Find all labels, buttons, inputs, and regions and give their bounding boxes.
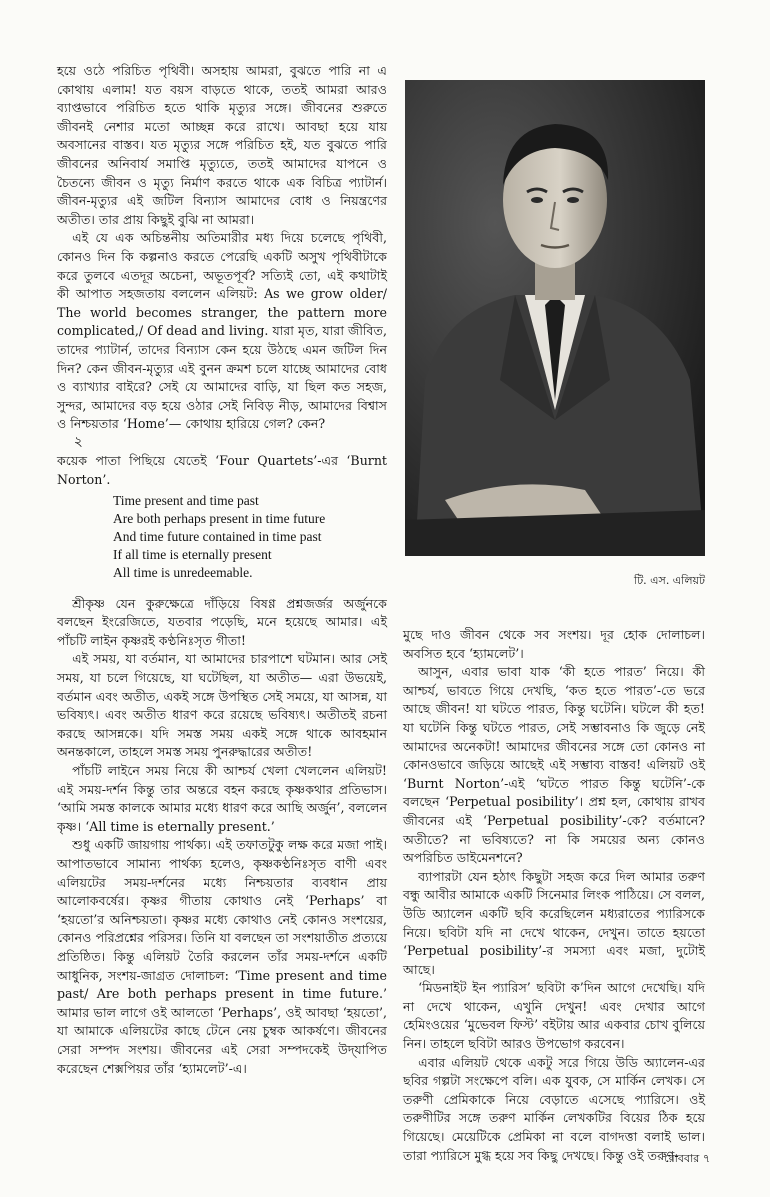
paragraph: শুধু একটি জায়গায় পার্থক্য। এই তফাতটুকু লক্ষ করে মজা পাই। আপাতভাবে সামান্য পার্থক্য হলেও, কৃষ্ণকণ্ঠনিঃসৃত বাণী এবং এলিয়টের সময়-দর্শনের মধ্যে নিশ্চয়তার ব্যবধান প্রায় আলোকবর্ষের। কৃষ্ণর গীতায় কোথাও নেই ‘Perhaps’ বা ‘হয়তো’র অনিশ্চয়তা। কৃষ্ণর মধ্যে কোথাও নেই কোনও সংশয়ের, কোনও পরিপ্রশ্নের পরিসর। তিনি যা বলছেন তা সংশয়াতীত প্রত্যয়ে প্রতিষ্ঠিত। কিন্তু এলিয়ট তৈরি করলেন তাঁর সময়-দর্শনে একটি আধুনিক, সংশয়-জাগ্রত দোলাচল: ‘Time present and time past/ Are both perhaps present in time future.’ আমার ভাল লাগে ওই আলতো ‘Perhaps’, ওই আবছা ‘হয়তো’, যা আমাকে এলিয়টের কাছে টেনে নেয় চুম্বক আকর্ষণে। জীবনের সেরা সম্পদ সংশয়। জীবনের এই সেরা সম্পদকেই উদ্‌যাপিত করেছেন শেক্সপিয়র তাঁর ‘হ্যামলেট’-এ। xyxy=(57,837,387,1076)
paragraph: কয়েক পাতা পিছিয়ে যেতেই ‘Four Quartets’-এর ‘Burnt Norton’. xyxy=(57,453,387,488)
poem-line: All time is unredeemable. xyxy=(113,565,253,581)
poem-line: If all time is eternally present xyxy=(113,547,272,563)
article-column-left xyxy=(57,62,387,1078)
poem-line: Are both perhaps present in time future xyxy=(113,510,326,526)
paragraph: এবার এলিয়ট থেকে একটু সরে গিয়ে উডি অ্যালেন-এর ছবির গল্পটা সংক্ষেপে বলি। এক যুবক, সে মার্কিন লেখক। সে তরুণী প্রেমিকাকে নিয়ে বেড়াতে এসেছে প্যারিসে। ওই তরুণীটির সঙ্গে তরুণ মার্কিন লেখকটির বিয়ের ঠিক হয়ে গিয়েছে। মেয়েটিকে প্রেমিকা না বলে বাগদত্তা বলাই ভাল। তারা প্যারিসে মুগ্ধ হয়ে সব কিছু দেখছে। কিন্তু ওই তরুণ- xyxy=(403,1054,705,1163)
paragraph: শ্রীকৃষ্ণ যেন কুরুক্ষেত্রে দাঁড়িয়ে বিষণ্ণ প্রশ্নজর্জর অর্জুনকে বলছেন ইংরেজিতে, যতবার পড়েছি, মনে হয়েছে আমার। এই পাঁচটি লাইন কৃষ্ণরই কণ্ঠনিঃসৃত গীতা! xyxy=(57,595,387,648)
page-folio: রোববার ৭ xyxy=(664,1152,710,1165)
article-column-right xyxy=(403,626,705,1165)
portrait-illustration xyxy=(405,80,705,556)
paragraph: এই সময়, যা বর্তমান, যা আমাদের চারপাশে ঘটমান। আর সেই সময়, যা চলে গিয়েছে, যা ঘটেছিল, যা অতীত— এরা উভয়েই, বর্তমান এবং অতীত, একই সঙ্গে উপস্থিত সেই সময়ে, যা আসন্ন, যা ভবিষ্যৎ। এবং অতীত ধারণ করে রয়েছে ভবিষ্যৎ। অতীতই রচনা করছে আসন্নকে। যদি সমস্ত সময় একই সঙ্গে থাকে আবহমান অনন্তকালে, তাহলে সমস্ত সময় পুনরুদ্ধারের অতীত! xyxy=(57,651,387,760)
photo-caption: টি. এস. এলিয়ট xyxy=(634,574,705,587)
paragraph: হয়ে ওঠে পরিচিত পৃথিবী। অসহায় আমরা, বুঝতে পারি না এ কোথায় এলাম! যত বয়স বাড়তে থাকে, ততই আমরা আরও ব্যাপ্তভাবে পরিচিত হতে থাকি মৃত্যুর সঙ্গে। জীবনের শুরুতে জীবনই নেশার মতো আচ্ছন্ন করে রাখে। আবছা হয়ে যায় অবসানের বাস্তব। যত মৃত্যুর সঙ্গে পরিচিত হই, যত বুঝতে পারি জীবনের অনিবার্য সমাপ্তি মৃত্যুতে, ততই আমাদের যাপনে ও চৈতন্যে জীবন ও মৃত্যু নির্মাণ করতে থাকে এক বিচিত্র প্যাটার্ন। জীবন-মৃত্যুর এই জটিল বিন্যাস আমাদের বোধ ও নিয়ন্ত্রণের অতীত। তার প্রায় কিছুই বুঝি না আমরা। xyxy=(57,63,387,227)
paragraph: ব্যাপারটা যেন হঠাৎ কিছুটা সহজ করে দিল আমার তরুণ বন্ধু আবীর আমাকে একটি সিনেমার লিংক পাঠিয়ে। সে বলল, উডি অ্যালেন একটি ছবি করেছিলেন মধ্যরাতের প্যারিসকে নিয়ে। ছবিটা যদি না দেখে থাকেন, দেখুন। তাতে হয়তো ‘Perpetual posibility’-র সমস্যা এবং মজা, দুটোই আছে। xyxy=(403,868,705,977)
paragraph: পাঁচটি লাইনে সময় নিয়ে কী আশ্চর্য খেলা খেললেন এলিয়ট! এই সময়-দর্শন কিন্তু তার অন্তরে বহন করছে কৃষ্ণকথার প্রতিভাস। ‘আমি সমস্ত কালকে আমার মধ্যে ধারণ করে আছি অর্জুন’, বললেন কৃষ্ণ। ‘All time is eternally present.’ xyxy=(57,763,387,834)
paragraph: ‘মিডনাইট ইন প্যারিস’ ছবিটা ক’দিন আগে দেখেছি। যদি না দেখে থাকেন, এখুনি দেখুন! এবং দেখার আগে হেমিংওয়ের ‘মুভেবল ফিস্ট’ বইটায় আর একবার চোখ বুলিয়ে নিন। তাহলে ছবিটা আরও উপভোগ করবেন। xyxy=(403,980,705,1052)
author-portrait-photo xyxy=(405,80,705,556)
paragraph: আসুন, এবার ভাবা যাক ‘কী হতে পারত’ নিয়ে। কী আশ্চর্য, ভাবতে গিয়ে দেখছি, ‘কত হতে পারত’-তে ভরে আছে জীবন! যা ঘটতে পারত, কিন্তু ঘটেনি। ঘটলে কী হত! যা ঘটেনি কিন্তু ঘটতে পারত, সেই সম্ভাবনাও কি জুড়ে নেই আমাদের অনেকটা! আমাদের জীবনের সঙ্গে তো কোনও না কোনওভাবে জড়িয়ে আছেই এই সম্ভাব্য বাস্তব! এলিয়ট ওই ‘Burnt Norton’-এই ‘ঘটতে পারত কিন্তু ঘটেনি’-কে বলছেন ‘Perpetual posibility’। প্রশ্ন হল, কোথায় রাখব জীবনের এই ‘Perpetual posibility’-কে? বর্তমানে? অতীতে? না ভবিষ্যতে? না কি সময়ের অন্য কোনও অপরিচিত ডাইমেনশনে? xyxy=(403,664,705,866)
section-number: ২ xyxy=(73,434,83,450)
paragraph: মুছে দাও জীবন থেকে সব সংশয়। দূর হোক দোলাচল। অবসিত হবে ‘হ্যামলেট’। xyxy=(403,627,705,661)
poem-line: Time present and time past xyxy=(113,492,259,508)
poem-excerpt xyxy=(113,492,387,583)
paragraph: এই যে এক অচিন্তনীয় অতিমারীর মধ্য দিয়ে চলেছে পৃথিবী, কোনও দিন কি কল্পনাও করতে পেরেছি একটি অসুখ পৃথিবীটাকে করে তুলবে এতদূর অচেনা, অভূতপূর্ব? সত্যিই তো, এই কথাটাই কী আপাত সহজতায় বললেন এলিয়ট: As we grow older/ The world becomes stranger, the pattern more complicated,/ Of dead and living. যারা মৃত, যারা জীবিত, তাদের প্যাটার্ন, তাদের বিন্যাস কেন হয়ে উঠছে এমন জটিল দিন দিন? কেন জীবন-মৃত্যুর এই বুনন ক্রমশ চলে যাচ্ছে আমাদের বোধ ও ব্যাখ্যার বাইরে? সেই যে আমাদের বাড়ি, যা ছিল কত সহজ, সুন্দর, আমাদের বড় হয়ে ওঠার সেই নিবিড় নীড়, আমাদের বিশ্বাস ও নিশ্চয়তার ‘Home’— কোথায় হারিয়ে গেল? কেন? xyxy=(57,230,387,432)
poem-line: And time future contained in time past xyxy=(113,529,322,545)
